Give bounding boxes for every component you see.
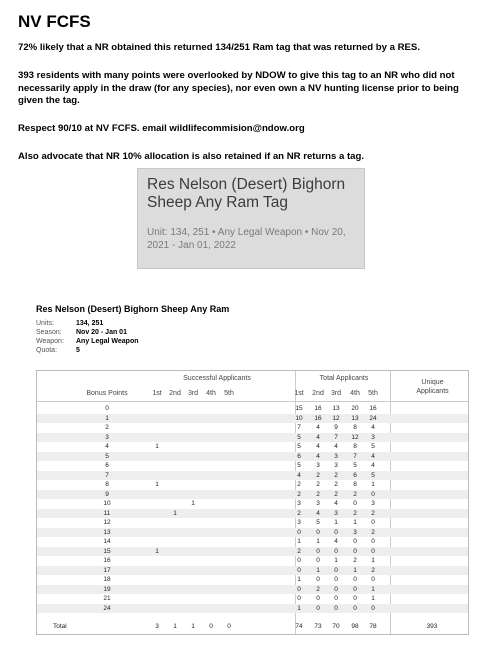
meta-label: Weapon:	[36, 338, 64, 345]
bonus-points-cell: 12	[103, 519, 111, 526]
total-cell: 3	[334, 462, 338, 469]
total-cell: 1	[371, 481, 375, 488]
total-cell: 2	[334, 490, 338, 498]
bonus-points-cell: 10	[103, 500, 111, 507]
table-row	[37, 575, 468, 585]
total-cell: 4	[297, 471, 301, 479]
total-cell: 0	[353, 604, 357, 612]
unique-applicants-total: 393	[426, 623, 438, 630]
total-cell: 0	[297, 557, 301, 564]
paragraph-residents: 393 residents with many points were overlooked by NDOW to give this tag to an NR who did not necessarily apply in the draw (for any species), nor even own a NV hunting license prior to being given the tag.	[18, 70, 459, 106]
table-row	[37, 461, 468, 471]
total-cell: 5	[371, 443, 375, 450]
total-cell: 2	[316, 471, 320, 479]
total-cell: 0	[316, 547, 320, 555]
total-cell: 13	[351, 414, 359, 422]
total-cell: 0	[297, 585, 301, 593]
total-cell: 1	[297, 538, 301, 545]
successful-cell: 1	[155, 547, 159, 555]
total-cell: 5	[297, 462, 301, 469]
total-label: Total	[53, 623, 67, 630]
meta-value: 5	[76, 347, 80, 354]
successful-cell: 0	[209, 623, 213, 630]
header-successful-choice: 3rd	[187, 390, 199, 397]
total-cell: 0	[334, 576, 338, 583]
total-cell: 6	[297, 452, 301, 460]
table-row	[37, 423, 468, 433]
total-cell: 2	[316, 585, 320, 593]
total-cell: 98	[351, 623, 359, 630]
total-cell: 1	[297, 604, 301, 612]
total-cell: 2	[334, 481, 338, 488]
page-title: NV FCFS	[18, 12, 91, 31]
total-cell: 3	[353, 528, 357, 536]
header-total-choice: 3rd	[330, 390, 342, 397]
total-cell: 0	[371, 538, 375, 545]
total-cell: 1	[371, 585, 375, 593]
paragraph-advocate: Also advocate that NR 10% allocation is also retained if an NR returns a tag.	[18, 151, 364, 162]
total-cell: 0	[334, 547, 338, 555]
bonus-points-cell: 8	[105, 481, 109, 488]
table-row	[37, 594, 468, 604]
total-cell: 0	[371, 604, 375, 612]
total-cell: 7	[334, 433, 338, 441]
total-cell: 8	[353, 481, 357, 488]
total-cell: 5	[316, 519, 320, 526]
total-cell: 3	[297, 500, 301, 507]
total-cell: 2	[353, 509, 357, 517]
total-cell: 2	[297, 547, 301, 555]
table-row	[37, 547, 468, 557]
successful-cell: 1	[173, 509, 177, 517]
table-row	[37, 480, 468, 490]
total-cell: 4	[371, 462, 375, 469]
bonus-points-cell: 11	[103, 509, 111, 517]
total-cell: 3	[334, 452, 338, 460]
total-cell: 10	[295, 414, 303, 422]
header-successful-choice: 2nd	[169, 390, 181, 397]
bonus-points-cell: 0	[105, 405, 109, 412]
total-cell: 1	[297, 576, 301, 583]
table-row	[37, 404, 468, 414]
total-cell: 1	[353, 566, 357, 574]
total-cell: 2	[316, 481, 320, 488]
total-cell: 4	[316, 509, 320, 517]
total-cell: 4	[334, 500, 338, 507]
total-cell: 2	[371, 509, 375, 517]
total-cell: 4	[334, 443, 338, 450]
paragraph-likelihood: 72% likely that a NR obtained this returned 134/251 Ram tag that was returned by a RES.	[18, 42, 420, 53]
meta-quota	[36, 346, 80, 355]
successful-cell: 1	[155, 481, 159, 488]
bonus-points-cell: 15	[103, 547, 111, 555]
paragraph-respect: Respect 90/10 at NV FCFS. email wildlifecommision@ndow.org	[18, 123, 305, 134]
total-cell: 0	[334, 528, 338, 536]
total-cell: 16	[314, 405, 322, 412]
total-cell: 73	[314, 623, 322, 630]
bonus-points-cell: 2	[105, 424, 109, 431]
total-cell: 24	[369, 414, 377, 422]
total-cell: 0	[353, 576, 357, 583]
bonus-points-cell: 6	[105, 462, 109, 469]
bonus-points-cell: 13	[103, 528, 111, 536]
total-cell: 0	[297, 528, 301, 536]
header-successful-choice: 5th	[224, 390, 234, 397]
tag-photo-title: Res Nelson (Desert) Bighorn Sheep Any Ram Tag	[147, 176, 346, 211]
total-cell: 12	[351, 433, 359, 441]
total-cell: 2	[316, 490, 320, 498]
total-cell: 2	[297, 509, 301, 517]
table-row	[37, 604, 468, 614]
bonus-points-cell: 7	[105, 471, 109, 479]
bonus-points-cell: 4	[105, 443, 109, 450]
total-cell: 3	[371, 433, 375, 441]
total-cell: 0	[316, 595, 320, 602]
total-cell: 0	[334, 604, 338, 612]
total-cell: 1	[334, 519, 338, 526]
total-cell: 0	[316, 528, 320, 536]
applicant-table	[36, 370, 469, 635]
header-total: Total Applicants	[319, 375, 369, 382]
total-cell: 4	[316, 433, 320, 441]
tag-photo-subtitle: Unit: 134, 251 • Any Legal Weapon • Nov 20, 2021 - Jan 01, 2022	[147, 227, 346, 251]
table-total-row	[37, 622, 468, 632]
table-row	[37, 585, 468, 595]
total-cell: 5	[371, 471, 375, 479]
total-cell: 2	[334, 471, 338, 479]
total-cell: 0	[353, 595, 357, 602]
total-cell: 0	[371, 519, 375, 526]
header-total-choice: 1st	[294, 390, 304, 397]
total-cell: 1	[316, 566, 320, 574]
total-cell: 2	[297, 481, 301, 488]
bonus-points-cell: 14	[103, 538, 111, 545]
successful-cell: 1	[191, 500, 195, 507]
table-row	[37, 556, 468, 566]
total-cell: 0	[297, 595, 301, 602]
total-cell: 8	[353, 424, 357, 431]
meta-weapon	[36, 337, 139, 346]
total-cell: 0	[334, 595, 338, 602]
header-total-choice: 2nd	[312, 390, 324, 397]
total-cell: 0	[371, 490, 375, 498]
meta-value: 134, 251	[76, 320, 104, 327]
total-cell: 7	[297, 424, 301, 431]
total-cell: 3	[334, 509, 338, 517]
table-row	[37, 518, 468, 528]
total-cell: 2	[371, 528, 375, 536]
total-cell: 0	[371, 576, 375, 583]
header-successful-choice: 4th	[206, 390, 216, 397]
total-cell: 78	[369, 623, 377, 630]
total-cell: 1	[371, 557, 375, 564]
total-cell: 0	[316, 576, 320, 583]
successful-cell: 1	[191, 623, 195, 630]
header-total-choice: 4th	[350, 390, 360, 397]
total-cell: 1	[316, 538, 320, 545]
total-cell: 4	[316, 443, 320, 450]
bonus-points-cell: 17	[103, 566, 111, 574]
bonus-points-cell: 24	[103, 604, 111, 612]
total-cell: 6	[353, 471, 357, 479]
report-title: Res Nelson (Desert) Bighorn Sheep Any Ram	[36, 304, 230, 314]
header-successful: Successful Applicants	[183, 375, 251, 382]
total-cell: 0	[353, 538, 357, 545]
total-cell: 5	[297, 443, 301, 450]
table-row	[37, 442, 468, 452]
total-cell: 3	[316, 462, 320, 469]
header-bonus-points: Bonus Points	[86, 390, 128, 397]
total-cell: 2	[371, 566, 375, 574]
total-cell: 2	[297, 490, 301, 498]
total-cell: 16	[314, 414, 322, 422]
meta-label: Quota:	[36, 347, 58, 354]
table-row	[37, 433, 468, 443]
table-row	[37, 509, 468, 519]
successful-cell: 1	[155, 443, 159, 450]
total-cell: 0	[353, 585, 357, 593]
bonus-points-cell: 5	[105, 452, 109, 460]
total-cell: 2	[353, 490, 357, 498]
total-cell: 3	[371, 500, 375, 507]
total-cell: 0	[353, 500, 357, 507]
total-cell: 8	[353, 443, 357, 450]
meta-label: Units:	[36, 320, 54, 327]
header-successful-choice: 1st	[152, 390, 162, 397]
table-row	[37, 471, 468, 481]
total-cell: 4	[316, 452, 320, 460]
total-cell: 16	[369, 405, 377, 412]
table-row	[37, 414, 468, 424]
total-cell: 4	[371, 424, 375, 431]
total-cell: 3	[297, 519, 301, 526]
total-cell: 2	[353, 557, 357, 564]
total-cell: 0	[297, 566, 301, 574]
meta-label: Season:	[36, 329, 62, 336]
total-cell: 3	[316, 500, 320, 507]
total-cell: 0	[353, 547, 357, 555]
total-cell: 20	[351, 405, 359, 412]
total-cell: 0	[316, 604, 320, 612]
total-cell: 15	[295, 405, 303, 412]
total-cell: 0	[316, 557, 320, 564]
total-cell: 12	[332, 414, 340, 422]
header-unique-applicants: Unique Applicants	[416, 379, 449, 395]
successful-cell: 1	[173, 623, 177, 630]
total-cell: 9	[334, 424, 338, 431]
total-cell: 1	[334, 557, 338, 564]
total-cell: 1	[371, 595, 375, 602]
bonus-points-cell: 3	[105, 433, 109, 441]
table-row	[37, 566, 468, 576]
total-cell: 13	[332, 405, 340, 412]
total-cell: 74	[295, 623, 303, 630]
total-cell: 0	[334, 585, 338, 593]
bonus-points-cell: 9	[105, 490, 109, 498]
bonus-points-cell: 19	[103, 585, 111, 593]
tag-photo	[137, 168, 365, 269]
table-row	[37, 452, 468, 462]
total-cell: 0	[371, 547, 375, 555]
bonus-points-cell: 18	[103, 576, 111, 583]
successful-cell: 3	[155, 623, 159, 630]
total-cell: 4	[334, 538, 338, 545]
bonus-points-cell: 1	[105, 414, 109, 422]
meta-season	[36, 328, 127, 337]
table-row	[37, 499, 468, 509]
successful-cell: 0	[227, 623, 231, 630]
header-total-choice: 5th	[368, 390, 378, 397]
total-cell: 1	[353, 519, 357, 526]
total-cell: 4	[371, 452, 375, 460]
meta-units	[36, 319, 103, 328]
total-cell: 4	[316, 424, 320, 431]
table-row	[37, 528, 468, 538]
total-cell: 0	[334, 566, 338, 574]
meta-value: Nov 20 - Jan 01	[76, 329, 127, 336]
table-row	[37, 490, 468, 500]
total-cell: 5	[353, 462, 357, 469]
total-cell: 7	[353, 452, 357, 460]
table-row	[37, 537, 468, 547]
bonus-points-cell: 16	[103, 557, 111, 564]
bonus-points-cell: 21	[103, 595, 111, 602]
total-cell: 70	[332, 623, 340, 630]
total-cell: 5	[297, 433, 301, 441]
meta-value: Any Legal Weapon	[76, 338, 139, 345]
